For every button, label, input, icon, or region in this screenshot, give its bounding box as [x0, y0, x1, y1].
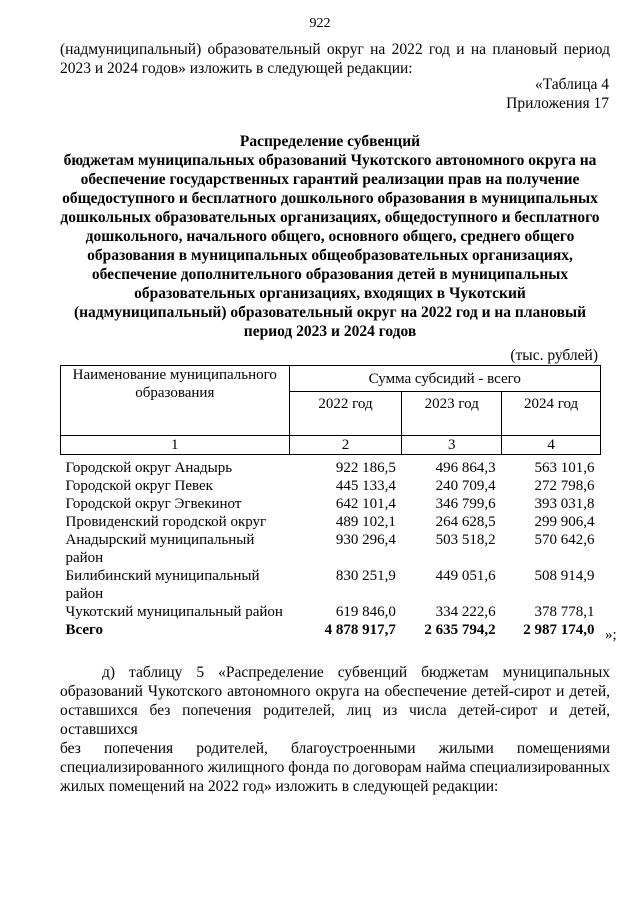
intro-text: [60, 40, 610, 78]
paragraph-line: без попечения родителей, благоустроенными жилыми помещениями: [60, 740, 610, 757]
title-line: период 2023 и 2024 годов: [243, 323, 417, 340]
paragraph-line: оставшихся без попечения родителей, лиц из числа детей-сирот и детей, оставшихся: [60, 702, 610, 738]
value-2023: 503 518,2: [435, 532, 496, 548]
document-title: [60, 132, 600, 341]
column-number: 2: [289, 436, 402, 455]
title-line: обеспечение дополнительного образования детей в муниципальных: [91, 266, 569, 283]
value-2022: 642 101,4: [335, 496, 396, 512]
paragraph-line-text: д) таблицу 5 «Распределение субвенций бюджетам муниципальных: [102, 664, 610, 681]
table-row: [61, 513, 601, 531]
paragraph-line: жилых помещений на 2022 год» изложить в следующей редакции:: [60, 778, 499, 795]
value-2022: 922 186,5: [335, 460, 396, 476]
value-2022: 930 296,4: [335, 532, 396, 548]
municipality-name: Билибинский муниципальный район: [65, 568, 260, 602]
municipality-name: Провиденский городской округ: [65, 514, 267, 530]
paragraph-line: образований Чукотского автономного округа на обеспечение детей-сирот и детей,: [60, 683, 610, 700]
table-row: [61, 495, 601, 513]
page-number: 922: [309, 16, 331, 31]
municipality-name: Городской округ Эгвекинот: [65, 496, 242, 512]
table-row: [61, 459, 601, 477]
value-2023: 496 864,3: [435, 460, 496, 476]
value-2024: 393 031,8: [534, 496, 595, 512]
title-line: Распределение субвенций: [239, 133, 421, 150]
value-2023: 264 628,5: [435, 514, 496, 530]
column-number: 3: [402, 436, 502, 455]
table-row: [61, 477, 601, 495]
value-2024: 299 906,4: [534, 514, 595, 530]
column-header-year: 2024 год: [502, 392, 601, 436]
intro-line: 2023 и 2024 годов» изложить в следующей редакции:: [60, 60, 413, 77]
value-2023: 240 709,4: [435, 478, 496, 494]
value-2022: 445 133,4: [335, 478, 396, 494]
value-2024: 272 798,6: [534, 478, 595, 494]
intro-line: (надмуниципальный) образовательный округ на 2022 год и на плановый период: [60, 41, 610, 58]
title-line: образования в муниципальных общеобразовательных организациях,: [87, 247, 573, 264]
value-2023: 449 051,6: [435, 568, 496, 584]
total-2022: 4 878 917,7: [324, 622, 396, 638]
column-number: 4: [502, 436, 601, 455]
column-number: 1: [61, 436, 290, 455]
paragraph-line: [60, 663, 610, 682]
municipality-name: Городской округ Певек: [65, 478, 213, 494]
municipality-name: Городской округ Анадырь: [65, 460, 233, 476]
value-2024: 570 642,6: [534, 532, 595, 548]
table-ref-line: «Таблица 4: [534, 76, 609, 93]
table-ref-line: Приложения 17: [506, 95, 609, 112]
column-header-year: 2023 год: [402, 392, 502, 436]
value-2022: 489 102,1: [335, 514, 396, 530]
column-header-sum: Сумма субсидий - всего: [289, 366, 600, 392]
value-2022: 619 846,0: [335, 604, 396, 620]
total-row: [61, 621, 601, 639]
value-2023: 334 222,6: [435, 604, 496, 620]
municipality-name: Чукотский муниципальный район: [65, 604, 283, 620]
unit-label: (тыс. рублей): [510, 347, 598, 364]
subvention-table: [60, 365, 601, 639]
title-line: общедоступного и бесплатного дошкольного образования в муниципальных: [62, 190, 598, 207]
table-row: [61, 567, 601, 603]
total-label: Всего: [65, 622, 103, 638]
table-row: [61, 603, 601, 621]
title-line: (надмуниципальный) образовательный округ на 2022 год и на плановый: [73, 304, 587, 321]
column-header-name: Наименование муниципального образования: [61, 366, 290, 436]
title-line: бюджетам муниципальных образований Чукотского автономного округа на: [63, 152, 597, 169]
table-row: [61, 531, 601, 567]
title-line: обеспечение государственных гарантий реализации прав на получение: [80, 171, 580, 188]
total-2023: 2 635 794,2: [424, 622, 496, 638]
title-line: образовательных организациях, входящих в Чукотский: [134, 285, 526, 302]
municipality-name: Анадырский муниципальный район: [65, 532, 255, 566]
paragraph-line: специализированного жилищного фонда по договорам найма специализированных: [60, 759, 610, 776]
title-line: дошкольных образовательных организациях, общедоступного и бесплатного: [60, 209, 600, 226]
title-line: дошкольного, начального общего, основного общего, среднего общего: [85, 228, 575, 245]
value-2023: 346 799,6: [435, 496, 496, 512]
column-header-year: 2022 год: [289, 392, 402, 436]
value-2024: 563 101,6: [534, 460, 595, 476]
value-2022: 830 251,9: [335, 568, 396, 584]
closing-quote: »;: [605, 627, 617, 643]
value-2024: 508 914,9: [534, 568, 595, 584]
total-2024: 2 987 174,0: [523, 622, 595, 638]
value-2024: 378 778,1: [534, 604, 595, 620]
table-reference: [506, 75, 609, 113]
amendment-paragraph: [60, 663, 610, 796]
